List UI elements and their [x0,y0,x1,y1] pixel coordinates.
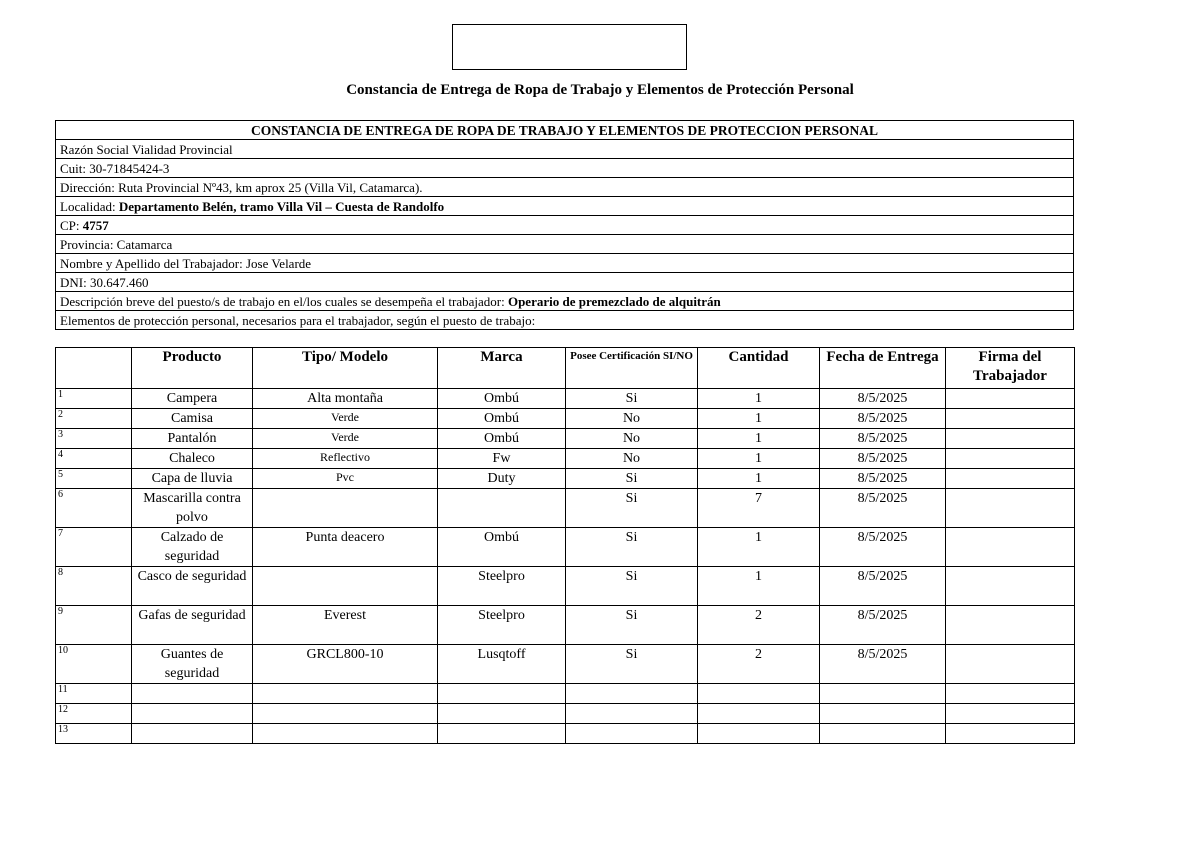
cell-producto: Chaleco [132,449,253,469]
puesto [56,292,1074,311]
cell-firma [946,409,1075,429]
cell-num: 2 [56,409,132,429]
cell-num: 9 [56,606,132,645]
localidad [56,197,1074,216]
cell-tipo [253,489,438,528]
localidad-value: Departamento Belén, tramo Villa Vil – Cuesta de Randolfo [118,198,445,214]
cell-fecha: 8/5/2025 [820,449,946,469]
cell-cantidad: 7 [698,489,820,528]
elementos-note: Elementos de protección personal, necesarios para el trabajador, según el puesto de trabajo: [56,311,1074,330]
table-row [56,429,1075,449]
cell-marca: Steelpro [438,567,566,606]
cell-num: 13 [56,724,132,744]
cell-cert: Si [566,469,698,489]
cell-firma [946,724,1075,744]
table-row [56,469,1075,489]
cell-producto: Guantes de seguridad [132,645,253,684]
col-header-certificacion: Posee Certificación SI/NO [566,348,698,389]
razon-social: Razón Social Vialidad Provincial [56,140,1074,159]
table-row [56,409,1075,429]
cell-firma [946,389,1075,409]
col-header-producto: Producto [132,348,253,389]
cell-cert: No [566,449,698,469]
table-header-row [56,348,1075,389]
localidad-label: Localidad: [60,198,119,214]
logo-placeholder-box [452,24,687,70]
cell-producto: Camisa [132,409,253,429]
cell-cantidad: 1 [698,567,820,606]
cell-fecha [820,724,946,744]
info-header: CONSTANCIA DE ENTREGA DE ROPA DE TRABAJO Y ELEMENTOS DE PROTECCION PERSONAL [56,121,1074,140]
cell-tipo [253,704,438,724]
cell-cert [566,684,698,704]
col-header-firma: Firma del Trabajador [946,348,1075,389]
cell-marca: Ombú [438,409,566,429]
cell-producto: Calzado de seguridad [132,528,253,567]
table-row [56,704,1075,724]
cell-fecha: 8/5/2025 [820,489,946,528]
cell-marca: Ombú [438,429,566,449]
cell-firma [946,469,1075,489]
cell-marca [438,724,566,744]
cell-marca [438,704,566,724]
cell-cert: Si [566,645,698,684]
cell-num: 11 [56,684,132,704]
cell-firma [946,684,1075,704]
table-row [56,449,1075,469]
cell-tipo: Alta montaña [253,389,438,409]
cell-tipo: Verde [253,429,438,449]
cell-producto: Gafas de seguridad [132,606,253,645]
cell-cantidad: 2 [698,606,820,645]
cell-tipo: Punta deacero [253,528,438,567]
table-row [56,606,1075,645]
cell-cert: Si [566,606,698,645]
cell-tipo: GRCL800-10 [253,645,438,684]
cell-num: 7 [56,528,132,567]
cell-producto: Campera [132,389,253,409]
table-row [56,528,1075,567]
provincia: Provincia: Catamarca [56,235,1074,254]
cell-cert: No [566,429,698,449]
puesto-value: Operario de premezclado de alquitrán [507,293,721,309]
cell-producto: Casco de seguridad [132,567,253,606]
dni: DNI: 30.647.460 [56,273,1074,292]
cell-tipo: Verde [253,409,438,429]
cell-fecha [820,684,946,704]
cell-cantidad: 1 [698,449,820,469]
col-header-cantidad: Cantidad [698,348,820,389]
cell-fecha: 8/5/2025 [820,429,946,449]
cell-producto: Pantalón [132,429,253,449]
cell-num: 6 [56,489,132,528]
cell-num: 10 [56,645,132,684]
cell-cert: Si [566,528,698,567]
items-table [55,347,1075,744]
cell-cantidad: 1 [698,409,820,429]
cell-marca: Ombú [438,389,566,409]
table-row [56,645,1075,684]
cell-fecha: 8/5/2025 [820,645,946,684]
cell-firma [946,429,1075,449]
cell-cantidad: 1 [698,528,820,567]
cell-marca: Steelpro [438,606,566,645]
cell-cantidad: 1 [698,389,820,409]
cell-producto: Capa de lluvia [132,469,253,489]
cell-producto [132,704,253,724]
cuit: Cuit: 30-71845424-3 [56,159,1074,178]
cell-num: 3 [56,429,132,449]
cell-fecha: 8/5/2025 [820,528,946,567]
company-info-table [55,120,1074,330]
cell-tipo [253,724,438,744]
cell-firma [946,645,1075,684]
cell-cantidad [698,684,820,704]
cell-marca: Lusqtoff [438,645,566,684]
cell-cert: Si [566,489,698,528]
table-row [56,389,1075,409]
cell-producto [132,724,253,744]
table-row [56,684,1075,704]
document-title: Constancia de Entrega de Ropa de Trabajo y Elementos de Protección Personal [346,82,854,98]
cell-cantidad [698,704,820,724]
cell-marca [438,489,566,528]
cell-marca [438,684,566,704]
cell-fecha: 8/5/2025 [820,606,946,645]
cell-num: 5 [56,469,132,489]
cell-producto: Mascarilla contra polvo [132,489,253,528]
col-header-tipo: Tipo/ Modelo [253,348,438,389]
cell-cantidad: 1 [698,469,820,489]
cell-firma [946,567,1075,606]
table-row [56,724,1075,744]
cell-cert [566,704,698,724]
cp-value: 4757 [82,217,109,233]
cell-firma [946,449,1075,469]
cell-fecha [820,704,946,724]
puesto-label: Descripción breve del puesto/s de trabajo en el/los cuales se desempeña el trabajador: [60,293,508,309]
cell-producto [132,684,253,704]
cell-num: 4 [56,449,132,469]
cp-label: CP: [60,217,83,233]
cell-fecha: 8/5/2025 [820,409,946,429]
cell-num: 8 [56,567,132,606]
cell-fecha: 8/5/2025 [820,389,946,409]
cell-cantidad: 1 [698,429,820,449]
cell-cert: No [566,409,698,429]
cell-cert: Si [566,567,698,606]
col-header-marca: Marca [438,348,566,389]
cell-num: 1 [56,389,132,409]
cell-cantidad: 2 [698,645,820,684]
cell-marca: Duty [438,469,566,489]
cell-tipo [253,567,438,606]
cell-tipo: Reflectivo [253,449,438,469]
cell-marca: Fw [438,449,566,469]
cell-marca: Ombú [438,528,566,567]
cell-fecha: 8/5/2025 [820,469,946,489]
cell-tipo: Pvc [253,469,438,489]
cell-firma [946,489,1075,528]
cell-firma [946,704,1075,724]
col-header-num [56,348,132,389]
cell-cert [566,724,698,744]
col-header-fecha: Fecha de Entrega [820,348,946,389]
cell-cantidad [698,724,820,744]
cell-tipo [253,684,438,704]
direccion: Dirección: Ruta Provincial Nº43, km aprox 25 (Villa Vil, Catamarca). [56,178,1074,197]
cell-tipo: Everest [253,606,438,645]
table-row [56,489,1075,528]
cell-firma [946,606,1075,645]
cell-fecha: 8/5/2025 [820,567,946,606]
cell-cert: Si [566,389,698,409]
codigo-postal [56,216,1074,235]
cell-firma [946,528,1075,567]
cell-num: 12 [56,704,132,724]
table-row [56,567,1075,606]
trabajador: Nombre y Apellido del Trabajador: Jose Velarde [56,254,1074,273]
